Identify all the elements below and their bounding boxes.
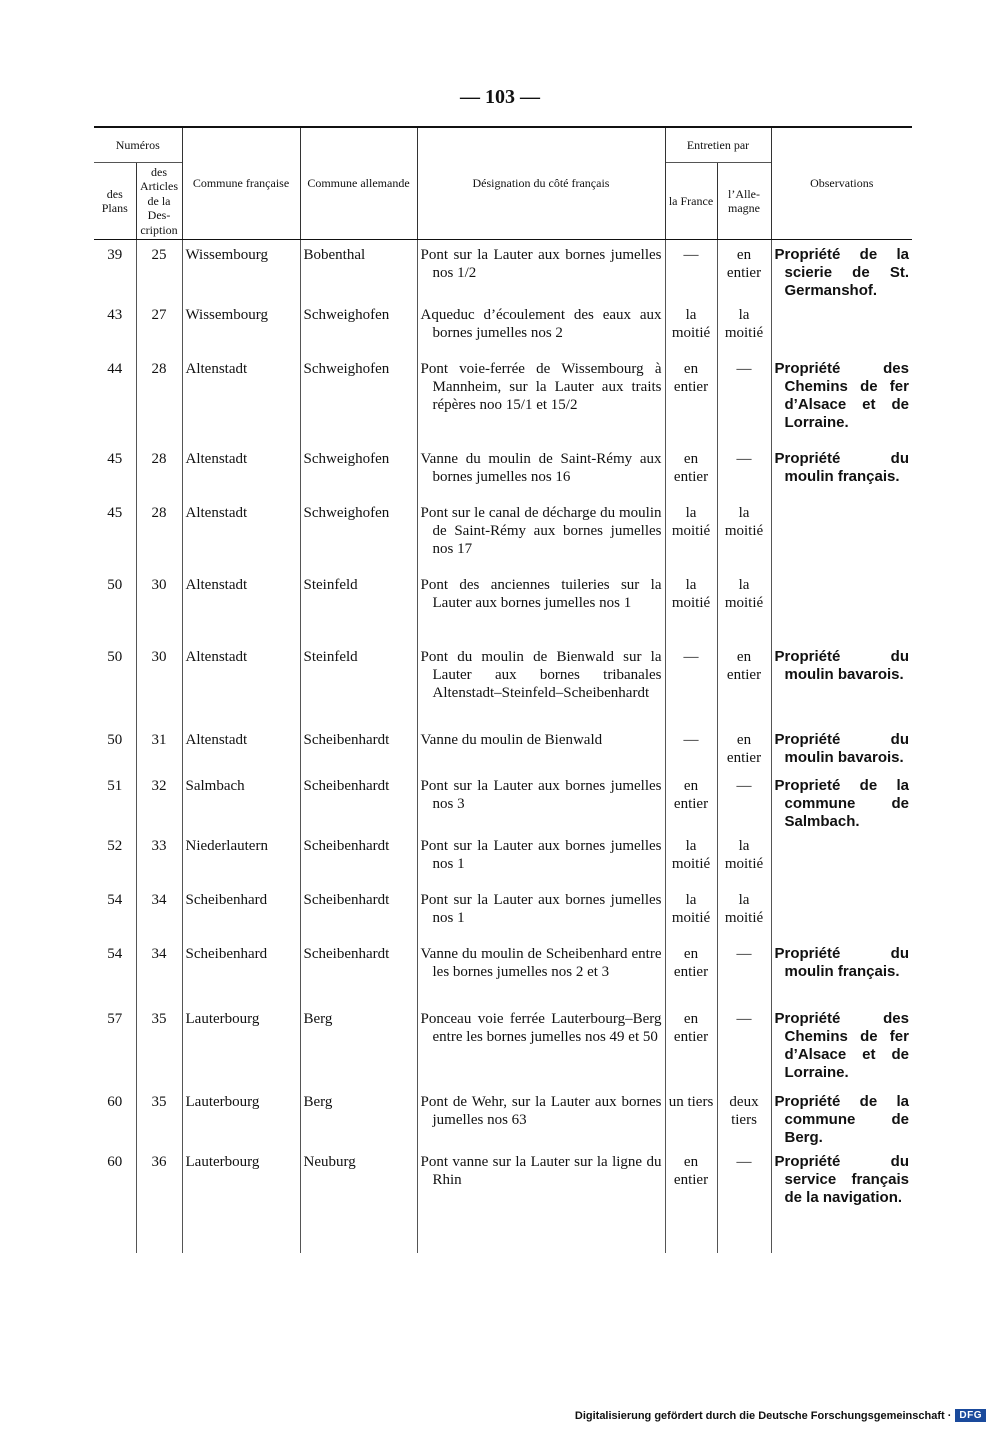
cell-article-number — [136, 354, 182, 444]
cell-commune-allemande-text: Neuburg — [303, 1153, 356, 1170]
cell-entretien-allemagne-text: — — [736, 777, 752, 794]
cell-article-number-text: 28 — [151, 504, 167, 521]
cell-plan-number-text: 60 — [107, 1153, 123, 1170]
cell-article-number-text: 35 — [151, 1010, 167, 1027]
cell-entretien-allemagne — [717, 885, 771, 939]
cell-plan-number — [94, 1004, 136, 1087]
cell-commune-allemande-text: Scheibenhardt — [303, 945, 390, 962]
cell-observations-text: Propriété du moulin français. — [774, 944, 909, 980]
cell-plan-number-text: 43 — [107, 306, 123, 323]
table-body — [94, 239, 912, 1253]
table-row — [94, 771, 912, 831]
cell-entretien-allemagne-text: — — [736, 945, 752, 962]
cell-plan-number-text: 54 — [107, 945, 123, 962]
cell-commune-francaise — [182, 1087, 300, 1147]
filler-cell — [771, 1207, 912, 1253]
cell-entretien-allemagne — [717, 1087, 771, 1147]
cell-commune-francaise-text: Scheibenhard — [185, 945, 268, 962]
header-l-allemagne: l’Alle- magne — [717, 163, 771, 240]
cell-designation-text: Pont sur la Lauter aux bornes jumelles nos 1 — [420, 837, 662, 872]
cell-plan-number-text: 57 — [107, 1010, 123, 1027]
cell-commune-francaise — [182, 570, 300, 642]
cell-entretien-france-text: en entier — [673, 777, 709, 812]
cell-entretien-allemagne — [717, 1147, 771, 1207]
cell-entretien-france-text: la moitié — [671, 891, 711, 926]
footer — [575, 1409, 986, 1422]
cell-commune-allemande — [300, 725, 417, 771]
cell-entretien-france-text: en entier — [673, 945, 709, 980]
table-row — [94, 1004, 912, 1087]
header-commune-francaise: Commune française — [182, 127, 300, 239]
cell-commune-francaise-text: Wissembourg — [185, 306, 268, 323]
cell-entretien-allemagne-text: — — [736, 360, 752, 377]
table-row — [94, 885, 912, 939]
cell-commune-allemande — [300, 771, 417, 831]
cell-observations-text: Propriété du moulin bavarois. — [774, 647, 909, 683]
cell-commune-francaise-text: Altenstadt — [185, 450, 248, 467]
cell-commune-francaise-text: Lauterbourg — [185, 1093, 260, 1110]
cell-article-number — [136, 570, 182, 642]
cell-plan-number — [94, 300, 136, 354]
cell-article-number-text: 33 — [151, 837, 167, 854]
cell-commune-allemande-text: Scheibenhardt — [303, 731, 390, 748]
cell-article-number — [136, 642, 182, 725]
header-des-plans: des Plans — [94, 163, 136, 240]
cell-commune-allemande-text: Steinfeld — [303, 576, 358, 593]
cell-commune-francaise — [182, 1147, 300, 1207]
cell-commune-allemande-text: Schweighofen — [303, 360, 390, 377]
cell-commune-allemande-text: Scheibenhardt — [303, 837, 390, 854]
cell-designation — [417, 239, 665, 300]
cell-commune-francaise-text: Altenstadt — [185, 731, 248, 748]
cell-designation — [417, 939, 665, 1004]
cell-commune-francaise — [182, 642, 300, 725]
cell-entretien-allemagne — [717, 939, 771, 1004]
cell-observations — [771, 570, 912, 642]
cell-plan-number — [94, 239, 136, 300]
cell-entretien-allemagne — [717, 239, 771, 300]
cell-observations-text: Proprieté de la commune de Salmbach. — [774, 776, 909, 830]
cell-commune-francaise — [182, 771, 300, 831]
footer-text: Digitalisierung gefördert durch die Deutsche Forschungsgemeinschaft · — [574, 1409, 952, 1422]
cell-designation — [417, 498, 665, 570]
cell-observations-text: Propriété de la commune de Berg. — [774, 1092, 909, 1146]
cell-entretien-france-text: en entier — [673, 1010, 709, 1045]
filler-cell — [136, 1207, 182, 1253]
cell-commune-francaise — [182, 725, 300, 771]
filler-cell — [717, 1207, 771, 1253]
cell-article-number-text: 32 — [151, 777, 167, 794]
cell-entretien-france — [665, 939, 717, 1004]
table-row — [94, 239, 912, 300]
cell-entretien-france — [665, 642, 717, 725]
cell-commune-francaise-text: Lauterbourg — [185, 1010, 260, 1027]
cell-article-number-text: 34 — [151, 891, 167, 908]
cell-entretien-france — [665, 831, 717, 885]
cell-observations — [771, 725, 912, 771]
cell-article-number — [136, 444, 182, 498]
cell-commune-allemande-text: Steinfeld — [303, 648, 358, 665]
cell-observations-text: Propriété de la scierie de St. Germanshof. — [774, 245, 909, 299]
cell-entretien-allemagne — [717, 642, 771, 725]
cell-entretien-allemagne — [717, 300, 771, 354]
cell-designation-text: Pont de Wehr, sur la Lauter aux bornes jumelles nos 63 — [420, 1093, 662, 1128]
cell-observations — [771, 1004, 912, 1087]
cell-plan-number — [94, 498, 136, 570]
bridges-table — [94, 126, 912, 1253]
cell-designation — [417, 831, 665, 885]
cell-designation-text: Pont sur la Lauter aux bornes jumelles nos 3 — [420, 777, 662, 812]
cell-observations — [771, 831, 912, 885]
filler-cell — [665, 1207, 717, 1253]
table-row — [94, 642, 912, 725]
cell-entretien-france — [665, 1004, 717, 1087]
cell-entretien-allemagne — [717, 1004, 771, 1087]
table-row — [94, 444, 912, 498]
cell-commune-allemande-text: Scheibenhardt — [303, 777, 390, 794]
cell-article-number — [136, 239, 182, 300]
cell-designation — [417, 444, 665, 498]
cell-designation-text: Pont des anciennes tuileries sur la Lauter aux bornes jumelles nos 1 — [420, 576, 662, 611]
cell-commune-francaise — [182, 354, 300, 444]
cell-entretien-france — [665, 771, 717, 831]
cell-article-number — [136, 939, 182, 1004]
cell-article-number — [136, 1004, 182, 1087]
header-des-articles: des Articles de la Des- cription — [136, 163, 182, 240]
cell-entretien-france — [665, 725, 717, 771]
cell-commune-francaise-text: Altenstadt — [185, 648, 248, 665]
cell-commune-francaise-text: Salmbach — [185, 777, 245, 794]
cell-observations — [771, 354, 912, 444]
cell-entretien-allemagne-text: la moitié — [724, 891, 764, 926]
cell-entretien-allemagne-text: en entier — [726, 731, 762, 766]
cell-designation — [417, 1087, 665, 1147]
cell-designation-text: Vanne du moulin de Bienwald — [420, 731, 603, 748]
cell-article-number-text: 25 — [151, 246, 167, 263]
cell-plan-number-text: 50 — [107, 648, 123, 665]
cell-entretien-allemagne — [717, 725, 771, 771]
cell-commune-allemande-text: Scheibenhardt — [303, 891, 390, 908]
header-designation: Désignation du côté français — [417, 127, 665, 239]
cell-entretien-allemagne — [717, 831, 771, 885]
cell-entretien-allemagne — [717, 354, 771, 444]
table-row — [94, 1147, 912, 1207]
cell-commune-francaise-text: Scheibenhard — [185, 891, 268, 908]
cell-entretien-france — [665, 1147, 717, 1207]
cell-commune-francaise — [182, 885, 300, 939]
cell-observations-text: Propriété du service français de la navigation. — [774, 1152, 909, 1206]
cell-commune-francaise-text: Altenstadt — [185, 504, 248, 521]
cell-plan-number — [94, 1087, 136, 1147]
cell-commune-allemande — [300, 885, 417, 939]
cell-commune-allemande — [300, 1147, 417, 1207]
cell-designation-text: Vanne du moulin de Scheibenhard entre les bornes jumelles nos 2 et 3 — [420, 945, 662, 980]
cell-plan-number — [94, 725, 136, 771]
cell-plan-number — [94, 771, 136, 831]
table-row — [94, 498, 912, 570]
cell-article-number-text: 28 — [151, 450, 167, 467]
cell-entretien-allemagne-text: la moitié — [724, 306, 764, 341]
cell-article-number-text: 31 — [151, 731, 167, 748]
cell-observations — [771, 1147, 912, 1207]
cell-entretien-france — [665, 1087, 717, 1147]
cell-designation-text: Pont vanne sur la Lauter sur la ligne du Rhin — [420, 1153, 662, 1188]
cell-entretien-france-text: — — [683, 648, 699, 665]
cell-plan-number-text: 44 — [107, 360, 123, 377]
cell-entretien-allemagne — [717, 771, 771, 831]
cell-article-number — [136, 831, 182, 885]
cell-plan-number-text: 50 — [107, 731, 123, 748]
cell-commune-allemande — [300, 300, 417, 354]
cell-entretien-france — [665, 885, 717, 939]
cell-designation — [417, 354, 665, 444]
cell-observations — [771, 939, 912, 1004]
cell-commune-francaise-text: Lauterbourg — [185, 1153, 260, 1170]
cell-entretien-france-text: — — [683, 246, 699, 263]
cell-entretien-france — [665, 300, 717, 354]
cell-observations — [771, 771, 912, 831]
cell-commune-francaise — [182, 1004, 300, 1087]
cell-observations — [771, 498, 912, 570]
cell-designation — [417, 725, 665, 771]
cell-entretien-france-text: en entier — [673, 1153, 709, 1188]
header-observations: Observations — [771, 127, 912, 239]
cell-commune-allemande — [300, 831, 417, 885]
cell-commune-allemande — [300, 570, 417, 642]
cell-article-number — [136, 885, 182, 939]
cell-commune-francaise — [182, 939, 300, 1004]
cell-plan-number-text: 54 — [107, 891, 123, 908]
cell-observations — [771, 300, 912, 354]
cell-commune-allemande-text: Schweighofen — [303, 306, 390, 323]
cell-entretien-allemagne — [717, 444, 771, 498]
cell-plan-number — [94, 831, 136, 885]
cell-commune-francaise-text: Wissembourg — [185, 246, 268, 263]
cell-plan-number — [94, 939, 136, 1004]
cell-designation-text: Aqueduc d’écoulement des eaux aux bornes jumelles nos 2 — [420, 306, 662, 341]
filler-cell — [94, 1207, 136, 1253]
header-commune-allemande: Commune allemande — [300, 127, 417, 239]
cell-plan-number-text: 45 — [107, 504, 123, 521]
cell-commune-allemande-text: Schweighofen — [303, 504, 390, 521]
cell-article-number — [136, 1087, 182, 1147]
cell-article-number-text: 35 — [151, 1093, 167, 1110]
cell-plan-number-text: 39 — [107, 246, 123, 263]
cell-article-number — [136, 725, 182, 771]
cell-entretien-allemagne-text: deux tiers — [729, 1093, 759, 1128]
cell-designation — [417, 771, 665, 831]
cell-commune-allemande-text: Berg — [303, 1093, 333, 1110]
cell-designation — [417, 885, 665, 939]
cell-article-number — [136, 771, 182, 831]
cell-designation-text: Pont voie-ferrée de Wissembourg à Mannheim, sur la Lauter aux traits répères noo 15/1 et 15/2 — [420, 360, 662, 413]
cell-observations-text: Propriété des Chemins de fer d’Alsace et de Lorraine. — [774, 359, 909, 431]
cell-entretien-allemagne — [717, 498, 771, 570]
cell-article-number-text: 30 — [151, 648, 167, 665]
cell-plan-number — [94, 1147, 136, 1207]
cell-observations-text: Propriété du moulin français. — [774, 449, 909, 485]
cell-designation-text: Pont sur la Lauter aux bornes jumelles nos 1/2 — [420, 246, 662, 281]
cell-article-number-text: 34 — [151, 945, 167, 962]
cell-designation — [417, 570, 665, 642]
header-numeros: Numéros — [94, 127, 182, 163]
cell-entretien-allemagne-text: — — [736, 1153, 752, 1170]
cell-commune-allemande — [300, 239, 417, 300]
cell-plan-number-text: 51 — [107, 777, 123, 794]
cell-commune-francaise-text: Altenstadt — [185, 360, 248, 377]
cell-entretien-france — [665, 444, 717, 498]
page-number: — 103 — — [460, 86, 540, 108]
filler-cell — [417, 1207, 665, 1253]
table-row — [94, 1087, 912, 1147]
cell-entretien-france-text: la moitié — [671, 306, 711, 341]
cell-article-number-text: 28 — [151, 360, 167, 377]
cell-commune-francaise-text: Altenstadt — [185, 576, 248, 593]
cell-observations — [771, 885, 912, 939]
cell-entretien-france-text: la moitié — [671, 576, 711, 611]
cell-commune-allemande — [300, 1087, 417, 1147]
cell-commune-francaise — [182, 300, 300, 354]
cell-entretien-france-text: la moitié — [671, 837, 711, 872]
table-filler-row — [94, 1207, 912, 1253]
cell-entretien-france-text: un tiers — [668, 1093, 714, 1110]
cell-entretien-allemagne-text: en entier — [726, 648, 762, 683]
cell-entretien-allemagne-text: la moitié — [724, 576, 764, 611]
cell-article-number — [136, 300, 182, 354]
table-row — [94, 939, 912, 1004]
table-row — [94, 725, 912, 771]
cell-commune-allemande — [300, 354, 417, 444]
cell-commune-francaise — [182, 239, 300, 300]
table-row — [94, 570, 912, 642]
cell-commune-allemande — [300, 642, 417, 725]
cell-observations — [771, 642, 912, 725]
cell-article-number-text: 27 — [151, 306, 167, 323]
cell-plan-number-text: 45 — [107, 450, 123, 467]
cell-entretien-allemagne-text: la moitié — [724, 837, 764, 872]
cell-observations — [771, 444, 912, 498]
cell-entretien-france — [665, 354, 717, 444]
cell-entretien-france-text: — — [683, 731, 699, 748]
cell-entretien-france — [665, 239, 717, 300]
cell-entretien-allemagne-text: — — [736, 1010, 752, 1027]
cell-entretien-allemagne-text: — — [736, 450, 752, 467]
filler-cell — [300, 1207, 417, 1253]
cell-plan-number — [94, 354, 136, 444]
cell-entretien-allemagne — [717, 570, 771, 642]
cell-article-number-text: 36 — [151, 1153, 167, 1170]
header-la-france: la France — [665, 163, 717, 240]
table-row — [94, 300, 912, 354]
cell-article-number — [136, 498, 182, 570]
cell-plan-number — [94, 570, 136, 642]
cell-article-number — [136, 1147, 182, 1207]
cell-designation — [417, 300, 665, 354]
cell-plan-number — [94, 885, 136, 939]
dfg-logo: DFG — [955, 1409, 986, 1422]
cell-plan-number-text: 50 — [107, 576, 123, 593]
cell-entretien-france — [665, 498, 717, 570]
cell-plan-number — [94, 642, 136, 725]
cell-commune-francaise — [182, 444, 300, 498]
cell-designation-text: Vanne du moulin de Saint-Rémy aux bornes jumelles nos 16 — [420, 450, 662, 485]
cell-commune-allemande-text: Schweighofen — [303, 450, 390, 467]
cell-designation — [417, 1147, 665, 1207]
cell-observations — [771, 239, 912, 300]
cell-designation-text: Pont sur le canal de décharge du moulin de Saint-Rémy aux bornes jumelles nos 17 — [420, 504, 662, 557]
table-row — [94, 831, 912, 885]
cell-entretien-france-text: la moitié — [671, 504, 711, 539]
cell-commune-francaise — [182, 831, 300, 885]
cell-commune-allemande — [300, 939, 417, 1004]
filler-cell — [182, 1207, 300, 1253]
cell-commune-francaise — [182, 498, 300, 570]
cell-plan-number-text: 52 — [107, 837, 123, 854]
cell-entretien-france — [665, 570, 717, 642]
cell-designation-text: Ponceau voie ferrée Lauterbourg–Berg entre les bornes jumelles nos 49 et 50 — [420, 1010, 662, 1045]
cell-plan-number-text: 60 — [107, 1093, 123, 1110]
cell-entretien-france-text: en entier — [673, 360, 709, 395]
cell-entretien-allemagne-text: la moitié — [724, 504, 764, 539]
cell-observations-text: Propriété des Chemins de fer d’Alsace et de Lorraine. — [774, 1009, 909, 1081]
cell-designation-text: Pont sur la Lauter aux bornes jumelles nos 1 — [420, 891, 662, 926]
cell-commune-allemande — [300, 444, 417, 498]
cell-commune-allemande-text: Berg — [303, 1010, 333, 1027]
cell-observations-text: Propriété du moulin bavarois. — [774, 730, 909, 766]
header-entretien-par: Entretien par — [665, 127, 771, 163]
cell-commune-francaise-text: Niederlautern — [185, 837, 268, 854]
table-row — [94, 354, 912, 444]
cell-commune-allemande — [300, 1004, 417, 1087]
cell-entretien-allemagne-text: en entier — [726, 246, 762, 281]
cell-designation — [417, 642, 665, 725]
cell-designation — [417, 1004, 665, 1087]
cell-commune-allemande-text: Bobenthal — [303, 246, 366, 263]
cell-designation-text: Pont du moulin de Bienwald sur la Lauter aux bornes tribanales Altenstadt–Steinfeld–Scheibenhardt — [420, 648, 662, 701]
cell-plan-number — [94, 444, 136, 498]
cell-entretien-france-text: en entier — [673, 450, 709, 485]
cell-commune-allemande — [300, 498, 417, 570]
cell-observations — [771, 1087, 912, 1147]
cell-article-number-text: 30 — [151, 576, 167, 593]
